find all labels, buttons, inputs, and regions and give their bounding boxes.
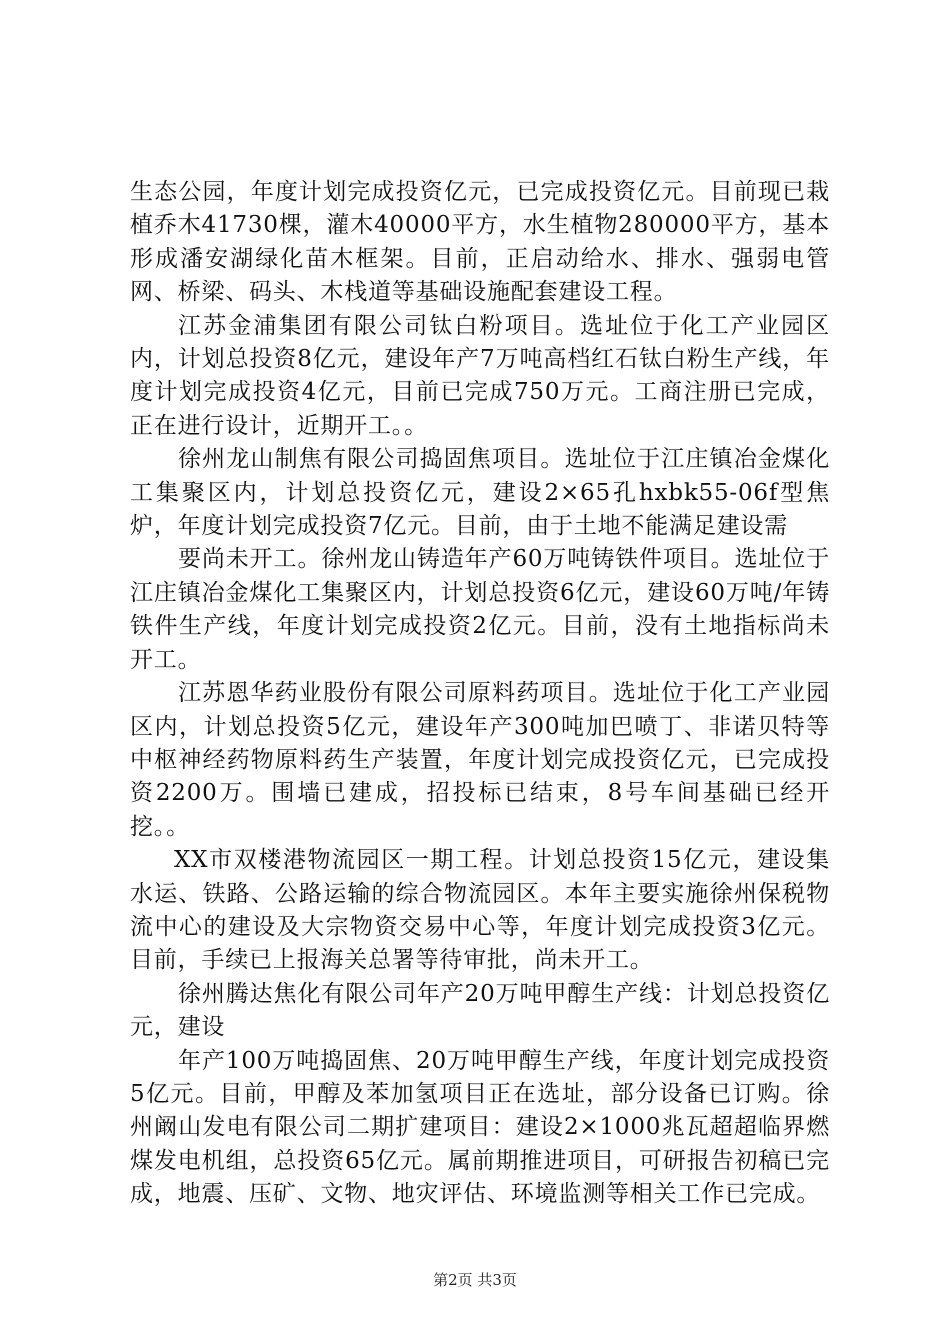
paragraph-pharma-project: 江苏恩华药业股份有限公司原料药项目。选址位于化工产业园区内，计划总投资5亿元，建设年产300吨加巴喷丁、非诺贝特等中枢神经药物原料药生产装置，年度计划完成投资亿元，已完成投资2200万。围墙已建成，招投标已结束，8号车间基础已经开挖。。 — [130, 680, 830, 840]
paragraph-ecopark: 生态公园，年度计划完成投资亿元，已完成投资亿元。目前现已栽植乔木41730棵，灌木40000平方，水生植物280000平方，基本形成潘安湖绿化苗木框架。目前，正启动给水、排水、强弱电管网、桥梁、码头、木栈道等基础设施配套建设工程。 — [130, 179, 830, 306]
paragraph-coking-project: 徐州龙山制焦有限公司捣固焦项目。选址位于江庄镇冶金煤化工集聚区内，计划总投资亿元，建设2×65孔hxbk55-06f型焦炉，年度计划完成投资7亿元。目前，由于土地不能满足建设需 — [130, 446, 830, 540]
paragraph-logistics-park: XX市双楼港物流园区一期工程。计划总投资15亿元，建设集水运、铁路、公路运输的综合物流园区。本年主要实施徐州保税物流中心的建设及大宗物资交易中心等，年度计划完成投资3亿元。目前，手续已上报海关总署等待审批，尚未开工。 — [130, 847, 830, 974]
paragraph-casting-project: 要尚未开工。徐州龙山铸造年产60万吨铸铁件项目。选址位于江庄镇冶金煤化工集聚区内，计划总投资6亿元，建设60万吨/年铸铁件生产线，年度计划完成投资2亿元。目前，没有土地指标尚未开工。 — [130, 546, 830, 673]
page-number: 第2页 共3页 — [433, 1271, 517, 1289]
page-footer — [0, 1270, 950, 1290]
paragraph-titanium-project: 江苏金浦集团有限公司钛白粉项目。选址位于化工产业园区内，计划总投资8亿元，建设年产7万吨高档红石钛白粉生产线，年度计划完成投资4亿元，目前已完成750万元。工商注册已完成，正在进行设计，近期开工。。 — [130, 312, 830, 439]
paragraph-methanol-project: 徐州腾达焦化有限公司年产20万吨甲醇生产线：计划总投资亿元，建设 — [130, 980, 830, 1041]
paragraph-power-plant: 年产100万吨捣固焦、20万吨甲醇生产线，年度计划完成投资5亿元。目前，甲醇及苯加氢项目正在选址，部分设备已订购。徐州阚山发电有限公司二期扩建项目：建设2×1000兆瓦超超临界燃煤发电机组，总投资65亿元。属前期推进项目，可研报告初稿已完成，地震、压矿、文物、地灾评估、环境监测等相关工作已完成。 — [130, 1047, 830, 1208]
document-body — [130, 176, 830, 1212]
